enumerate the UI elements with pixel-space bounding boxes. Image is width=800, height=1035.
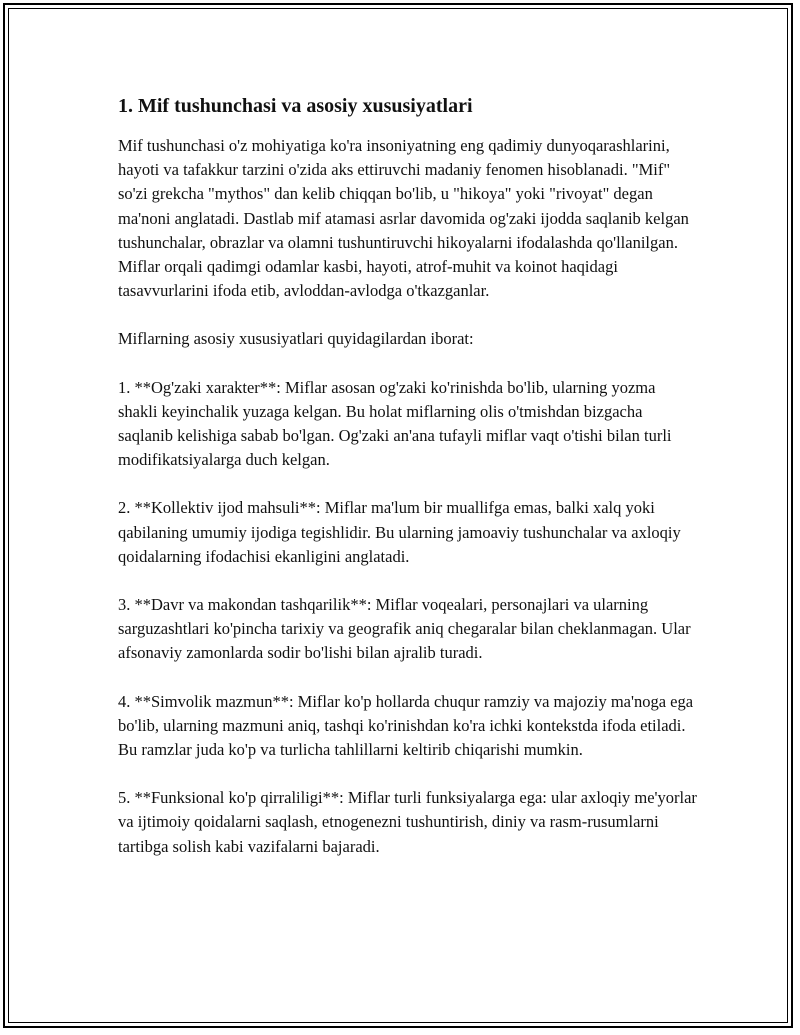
paragraph-item-2: 2. **Kollektiv ijod mahsuli**: Miflar ma'lum bir muallifga emas, balki xalq yoki qabilaning umumiy ijodiga tegishlidir. Bu ularning jamoaviy tushunchalar va axloqiy qoidalarning ifodachisi ekanligini anglatadi. [118, 498, 681, 566]
document-body [118, 92, 698, 883]
paragraph-item-5: 5. **Funksional ko'p qirraliligi**: Miflar turli funksiyalarga ega: ular axloqiy me'yorlar va ijtimoiy qoidalarni saqlash, etnogenezni tushuntirish, diniy va rasm-rusumlarni tartibga solish kabi vazifalarni bajaradi. [118, 788, 697, 856]
paragraph-item-4: 4. **Simvolik mazmun**: Miflar ko'p hollarda chuqur ramziy va majoziy ma'noga ega bo'lib, ularning mazmuni aniq, tashqi ko'rinishdan ko'ra ichki kontekstda ifoda etiladi. Bu ramzlar juda ko'p va turlicha tahlillarni keltirib chiqarishi mumkin. [118, 691, 694, 760]
section-heading: 1. Mif tushunchasi va asosiy xususiyatlari [118, 95, 473, 117]
paragraph-item-3: 3. **Davr va makondan tashqarilik**: Miflar voqealari, personajlari va ularning sarguzashtlari ko'pincha tarixiy va geografik aniq chegaralar bilan cheklanmagan. Ular afsonaviy zamonlarda sodir bo'lishi bilan ajralib turadi. [118, 595, 691, 663]
paragraph-item-1: 1. **Og'zaki xarakter**: Miflar asosan og'zaki ko'rinishda bo'lib, ularning yozma shakli keyinchalik yuzaga kelgan. Bu holat miflarning olis o'tmishdan bizgacha saqlanib kelishiga sabab bo'lgan. Og'zaki an'ana tufayli miflar vaqt o'tishi bilan turli modifikatsiyalarga duch kelgan. [118, 377, 672, 470]
paragraph-intro: Mif tushunchasi o'z mohiyatiga ko'ra insoniyatning eng qadimiy dunyoqarashlarini, hayoti va tafakkur tarzini o'zida aks ettiruvchi madaniy fenomen hisoblanadi. "Mif" so'zi grekcha "mythos" dan kelib chiqqan bo'lib, u "hikoya" yoki "rivoyat" degan ma'noni anglatadi. Dastlab mif atamasi asrlar davomida og'zaki ijodda saqlanib kelgan tushunchalar, obrazlar va olamni tushuntiruvchi hikoyalarni ifodalashda qo'llanilgan. Miflar orqali qadimgi odamlar kasbi, hayoti, atrof-muhit va koinot haqidagi tasavvurlarini ifoda etib, avloddan-avlodga o'tkazganlar. [118, 136, 689, 301]
paragraph-list-intro: Miflarning asosiy xususiyatlari quyidagilardan iborat: [118, 329, 474, 349]
